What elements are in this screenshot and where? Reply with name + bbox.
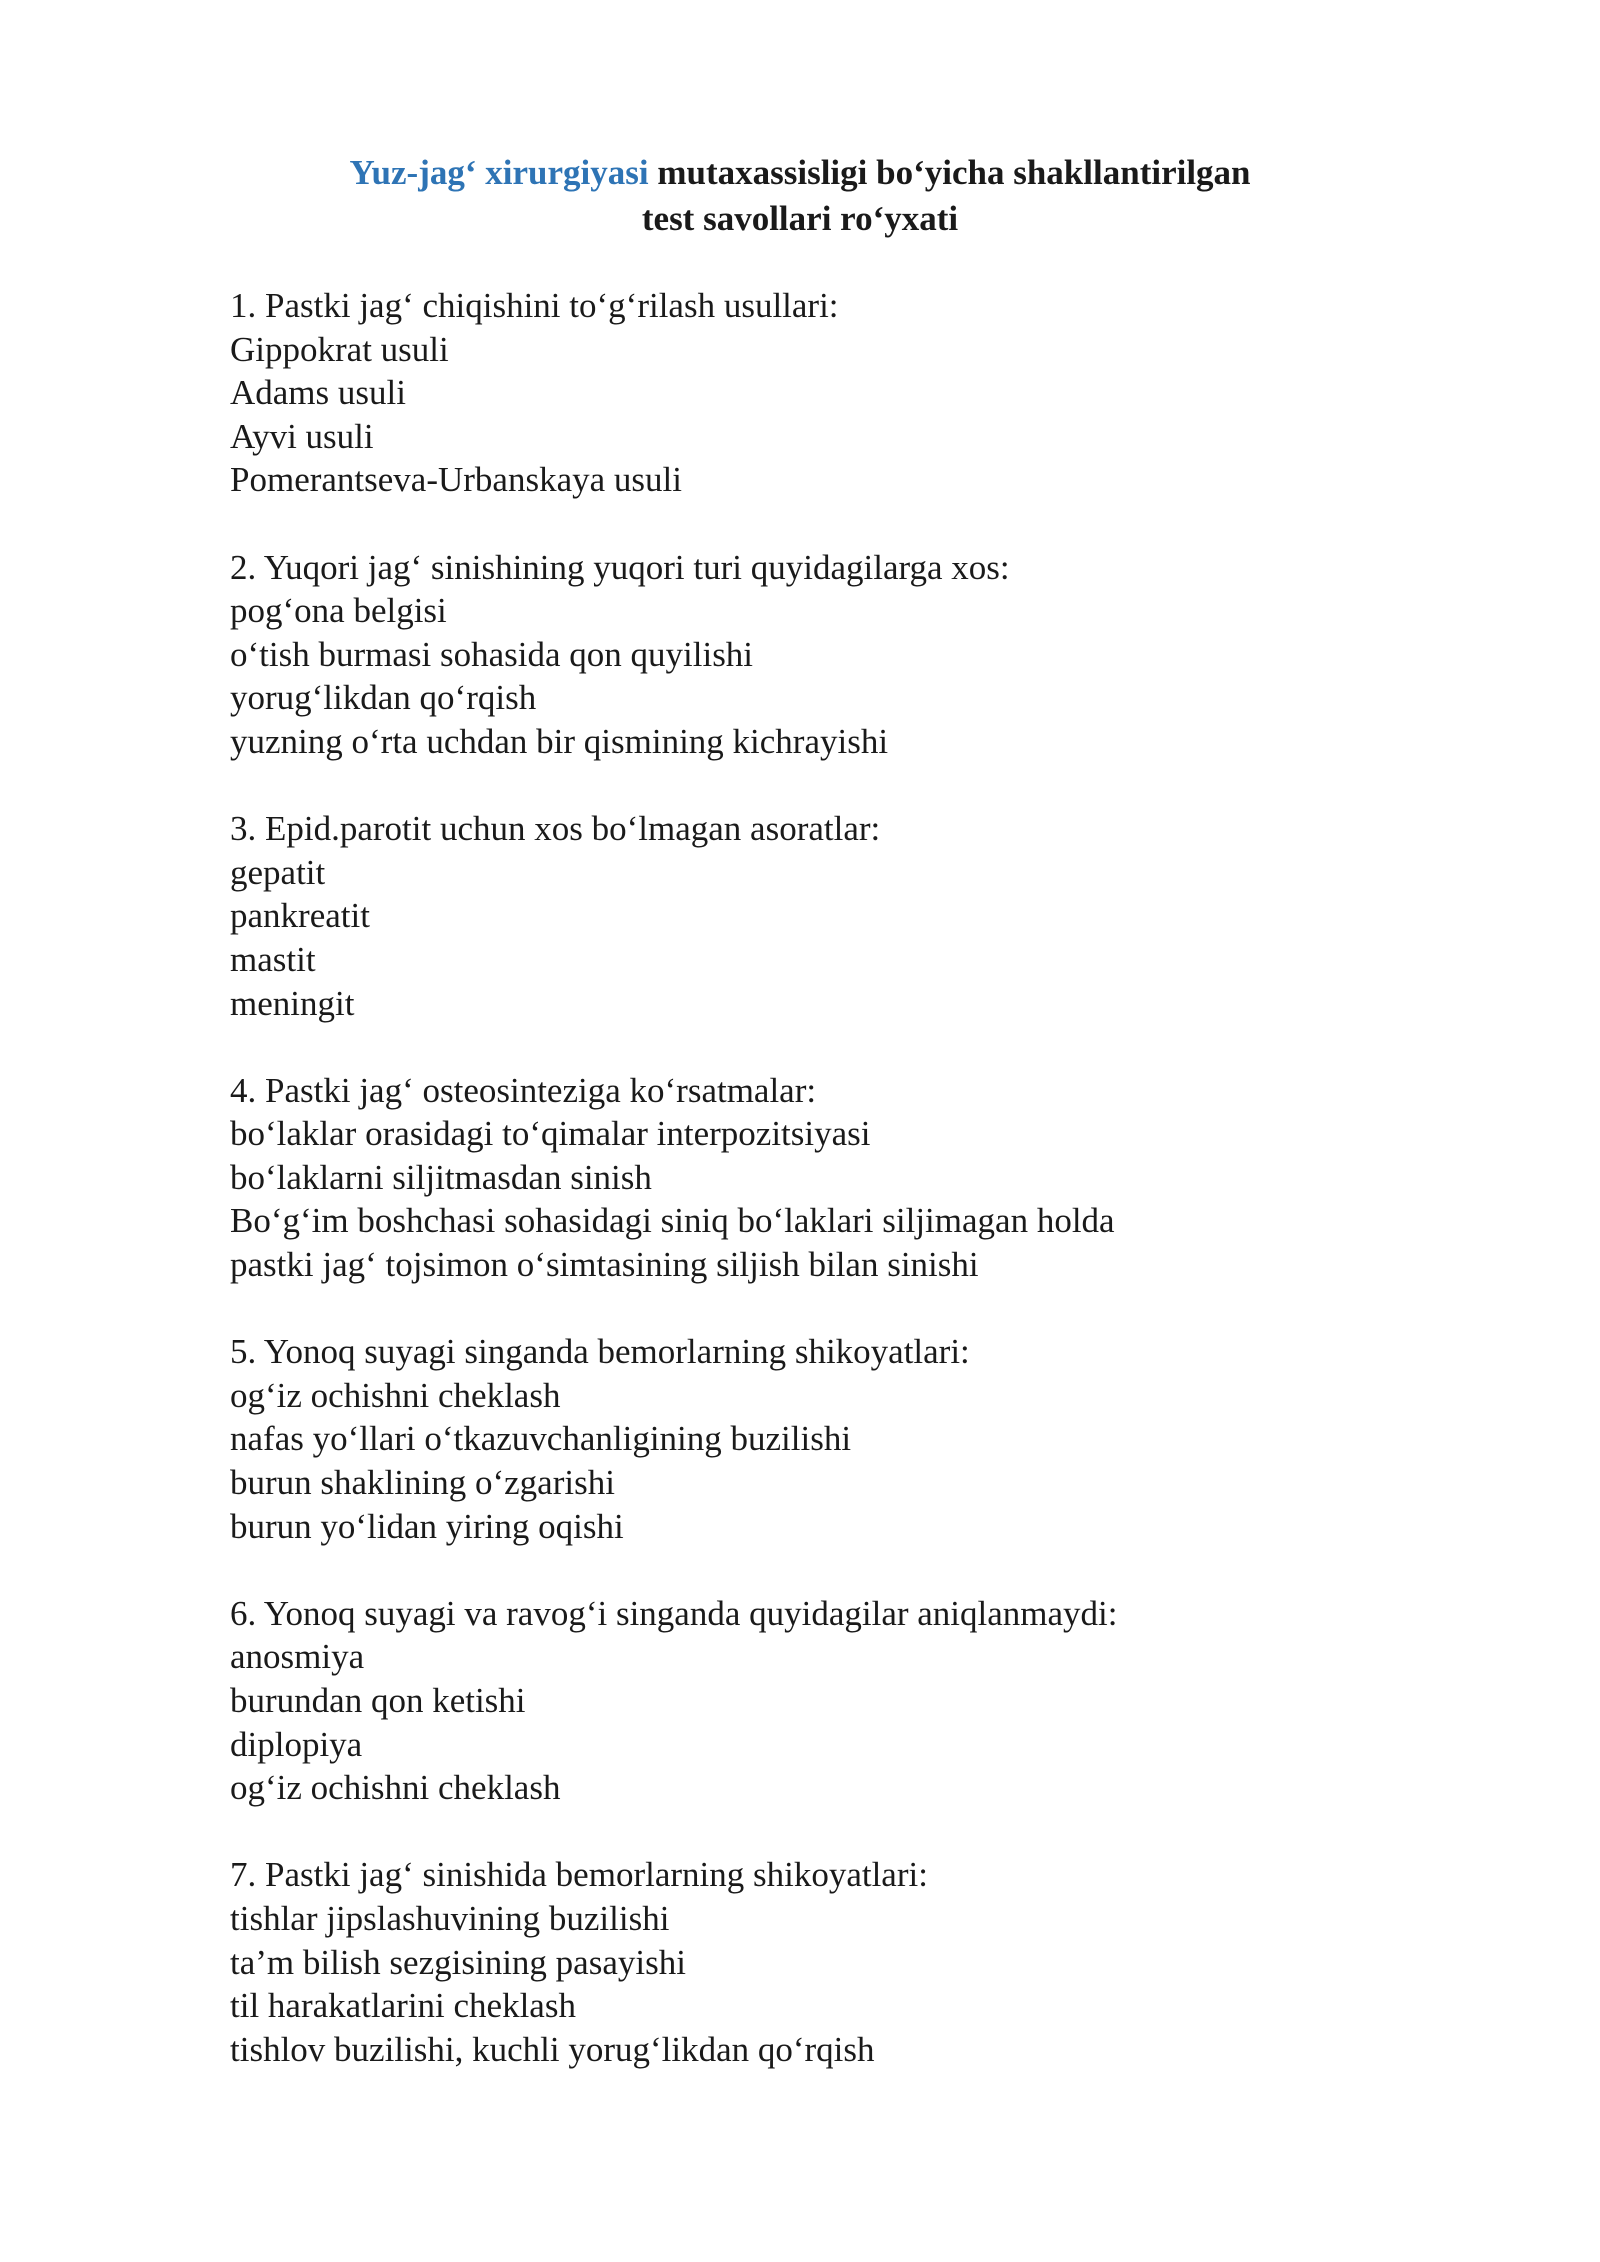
answer-option: ta’m bilish sezgisining pasayishi xyxy=(230,1942,686,1982)
answer-option: burundan qon ketishi xyxy=(230,1681,526,1720)
question-text: 1. Pastki jag‘ chiqishini to‘g‘rilash usullari: xyxy=(230,286,839,325)
answer-option: gepatit xyxy=(230,852,326,892)
document-title xyxy=(0,150,1600,242)
answer-option: pankreatit xyxy=(230,896,370,936)
title-rest: mutaxassisligi bo‘yicha shakllantirilgan xyxy=(648,153,1251,192)
question-6 xyxy=(230,1592,1530,1810)
answer-option: til harakatlarini cheklash xyxy=(230,1986,576,2026)
question-2 xyxy=(230,546,1530,764)
question-3 xyxy=(230,807,1530,1025)
answer-option: o‘tish burmasi sohasida qon quyilishi xyxy=(230,634,754,674)
answer-option: anosmiya xyxy=(230,1637,365,1677)
answer-option: bo‘laklarni siljitmasdan sinish xyxy=(230,1157,652,1197)
question-text: 3. Epid.parotit uchun xos bo‘lmagan asoratlar: xyxy=(230,809,881,849)
answer-option: yorug‘likdan qo‘rqish xyxy=(230,678,537,718)
question-text: 6. Yonoq suyagi va ravog‘i singanda quyidagilar aniqlanmaydi: xyxy=(230,1593,1118,1633)
answer-option: pog‘ona belgisi xyxy=(230,591,447,631)
answer-option: diplopiya xyxy=(230,1724,363,1764)
answer-option: pastki jag‘ tojsimon o‘simtasining siljish bilan sinishi xyxy=(230,1245,979,1285)
title-line-1 xyxy=(0,150,1600,196)
answer-option: burun shaklining o‘zgarishi xyxy=(230,1463,615,1503)
question-text: 2. Yuqori jag‘ sinishining yuqori turi quyidagilarga xos: xyxy=(230,547,1010,587)
question-1 xyxy=(230,284,1530,502)
answer-option: og‘iz ochishni cheklash xyxy=(230,1375,561,1415)
answer-option: bo‘laklar orasidagi to‘qimalar interpozitsiyasi xyxy=(230,1114,871,1154)
answer-option: Ayvi usuli xyxy=(230,416,374,456)
answer-option: tishlar jipslashuvining buzilishi xyxy=(230,1898,670,1938)
answer-option: Adams usuli xyxy=(230,373,406,413)
answer-option: Pomerantseva-Urbanskaya usuli xyxy=(230,460,682,500)
answer-option: nafas yo‘llari o‘tkazuvchanligining buzilishi xyxy=(230,1419,852,1459)
question-7 xyxy=(230,1853,1530,2071)
answer-option: Gippokrat usuli xyxy=(230,329,449,369)
question-5 xyxy=(230,1330,1530,1548)
question-4 xyxy=(230,1069,1530,1287)
answer-option: meningit xyxy=(230,983,355,1023)
answer-option: yuzning o‘rta uchdan bir qismining kichrayishi xyxy=(230,721,889,761)
title-line-2: test savollari ro‘yxati xyxy=(641,199,959,238)
question-list xyxy=(230,284,1530,2115)
question-text: 4. Pastki jag‘ osteosinteziga ko‘rsatmalar: xyxy=(230,1070,817,1110)
answer-option: tishlov buzilishi, kuchli yorug‘likdan qo‘rqish xyxy=(230,2029,875,2069)
answer-option: Bo‘g‘im boshchasi sohasidagi siniq bo‘laklari siljimagan holda xyxy=(230,1201,1115,1241)
answer-option: burun yo‘lidan yiring oqishi xyxy=(230,1506,624,1546)
title-specialty: Yuz-jag‘ xirurgiyasi xyxy=(349,153,649,192)
question-text: 5. Yonoq suyagi singanda bemorlarning shikoyatlari: xyxy=(230,1332,970,1372)
question-text: 7. Pastki jag‘ sinishida bemorlarning shikoyatlari: xyxy=(230,1855,928,1895)
answer-option: mastit xyxy=(230,939,316,979)
answer-option: og‘iz ochishni cheklash xyxy=(230,1768,561,1808)
